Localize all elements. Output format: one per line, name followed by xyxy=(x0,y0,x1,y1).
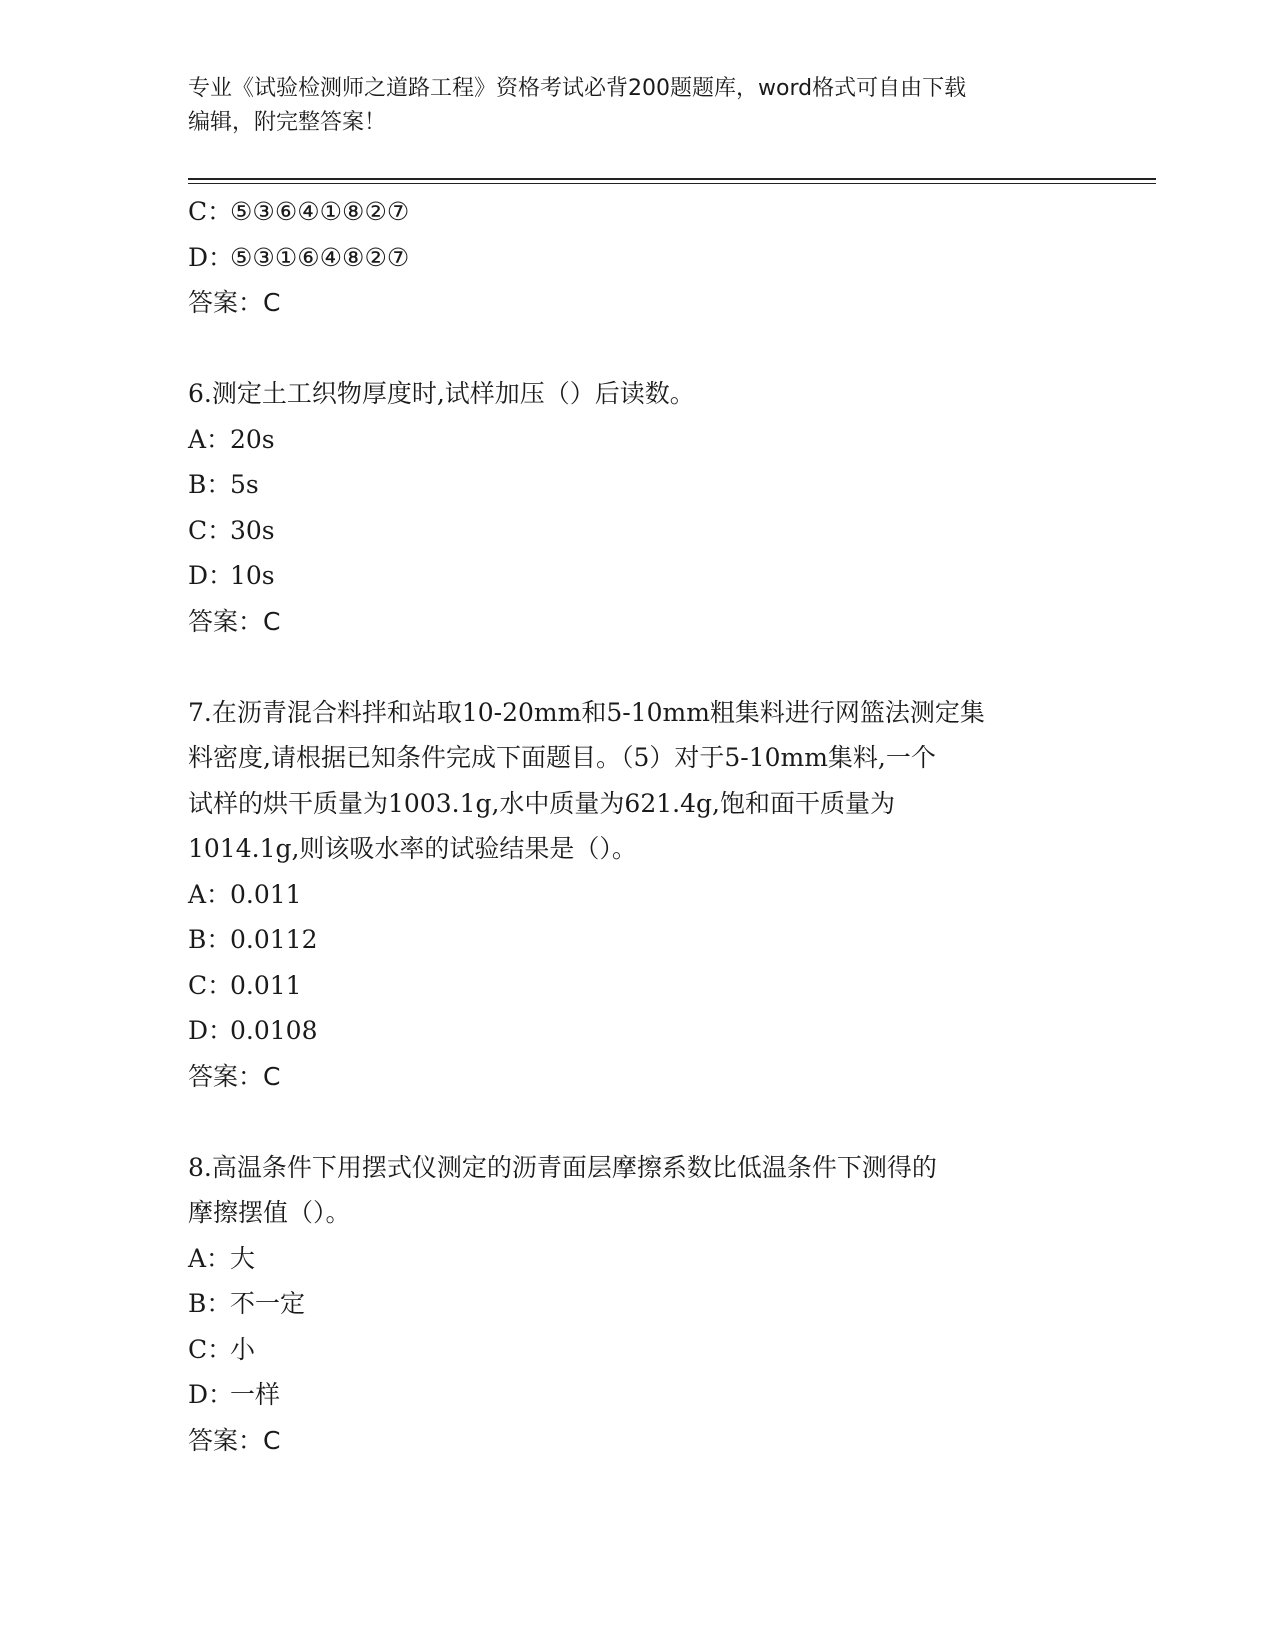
option-c xyxy=(188,963,1088,1009)
option-d xyxy=(188,1372,1088,1418)
option-key: D： xyxy=(188,242,234,272)
header-title-line-1: 专业《试验检测师之道路工程》资格考试必背200题题库，word格式可自由下载 xyxy=(188,76,967,101)
answer-line: 答案：C xyxy=(188,1425,281,1455)
option-c xyxy=(188,189,1088,235)
option-text: 5s xyxy=(230,470,259,499)
option-text: 0.011 xyxy=(230,970,302,1000)
question-8 xyxy=(188,1145,1088,1464)
option-key: D： xyxy=(188,1380,234,1409)
spacer xyxy=(188,644,1088,690)
question-text: 6.测定土工织物厚度时,试样加压（）后读数。 xyxy=(188,379,695,408)
option-key: A： xyxy=(188,424,232,454)
option-key: C： xyxy=(188,970,233,1000)
option-text: 不一定 xyxy=(230,1289,306,1318)
question-text-line-3: 试样的烘干质量为1003.1g,水中质量为621.4g,饱和面干质量为 xyxy=(188,788,895,818)
option-d xyxy=(188,235,1088,281)
option-text: 0.0112 xyxy=(230,925,318,954)
option-b xyxy=(188,917,1088,963)
option-text: ⑤③⑥④①⑧②⑦ xyxy=(230,197,410,226)
option-a xyxy=(188,417,1088,463)
option-d xyxy=(188,553,1088,599)
page-header xyxy=(188,72,1088,140)
question-text-line-2: 料密度,请根据已知条件完成下面题目。（5）对于5-10mm集料,一个 xyxy=(188,743,936,772)
question-list xyxy=(188,189,1088,1463)
question-text-line-1: 8.高温条件下用摆式仪测定的沥青面层摩擦系数比低温条件下测得的 xyxy=(188,1152,937,1182)
header-title-line-2: 编辑，附完整答案！ xyxy=(188,110,387,135)
option-text: 小 xyxy=(230,1334,256,1364)
option-key: C： xyxy=(188,197,233,226)
option-c xyxy=(188,1327,1088,1373)
option-text: 大 xyxy=(230,1243,256,1273)
answer-line: 答案：C xyxy=(188,1061,281,1091)
option-d xyxy=(188,1008,1088,1054)
option-b xyxy=(188,1281,1088,1327)
option-a xyxy=(188,1236,1088,1282)
question-5-continuation xyxy=(188,189,1088,326)
question-text-line-2: 摩擦摆值（）。 xyxy=(188,1198,351,1227)
option-key: C： xyxy=(188,1334,233,1364)
header-divider-thin xyxy=(188,183,1156,184)
question-text-line-1: 7.在沥青混合料拌和站取10-20mm和5-10mm粗集料进行网篮法测定集 xyxy=(188,697,985,727)
option-text: 10s xyxy=(230,561,275,590)
option-key: B： xyxy=(188,925,232,954)
option-key: C： xyxy=(188,515,233,545)
option-a xyxy=(188,872,1088,918)
option-key: B： xyxy=(188,470,232,499)
option-text: 一样 xyxy=(230,1380,281,1409)
option-c xyxy=(188,508,1088,554)
option-key: B： xyxy=(188,1289,232,1318)
option-b xyxy=(188,462,1088,508)
option-key: A： xyxy=(188,879,232,909)
answer-line: 答案：C xyxy=(188,606,281,636)
answer-line: 答案：C xyxy=(188,288,281,317)
option-text: 30s xyxy=(230,515,275,545)
question-6 xyxy=(188,371,1088,644)
option-key: A： xyxy=(188,1243,232,1273)
option-text: 0.0108 xyxy=(230,1016,318,1045)
header-divider-thick xyxy=(188,178,1156,180)
option-key: D： xyxy=(188,1016,234,1045)
question-text-line-4: 1014.1g,则该吸水率的试验结果是（）。 xyxy=(188,834,637,863)
option-key: D： xyxy=(188,561,234,590)
option-text: ⑤③①⑥④⑧②⑦ xyxy=(230,242,410,272)
spacer xyxy=(188,1099,1088,1145)
spacer xyxy=(188,326,1088,372)
option-text: 20s xyxy=(230,424,275,454)
option-text: 0.011 xyxy=(230,879,302,909)
question-7 xyxy=(188,690,1088,1100)
